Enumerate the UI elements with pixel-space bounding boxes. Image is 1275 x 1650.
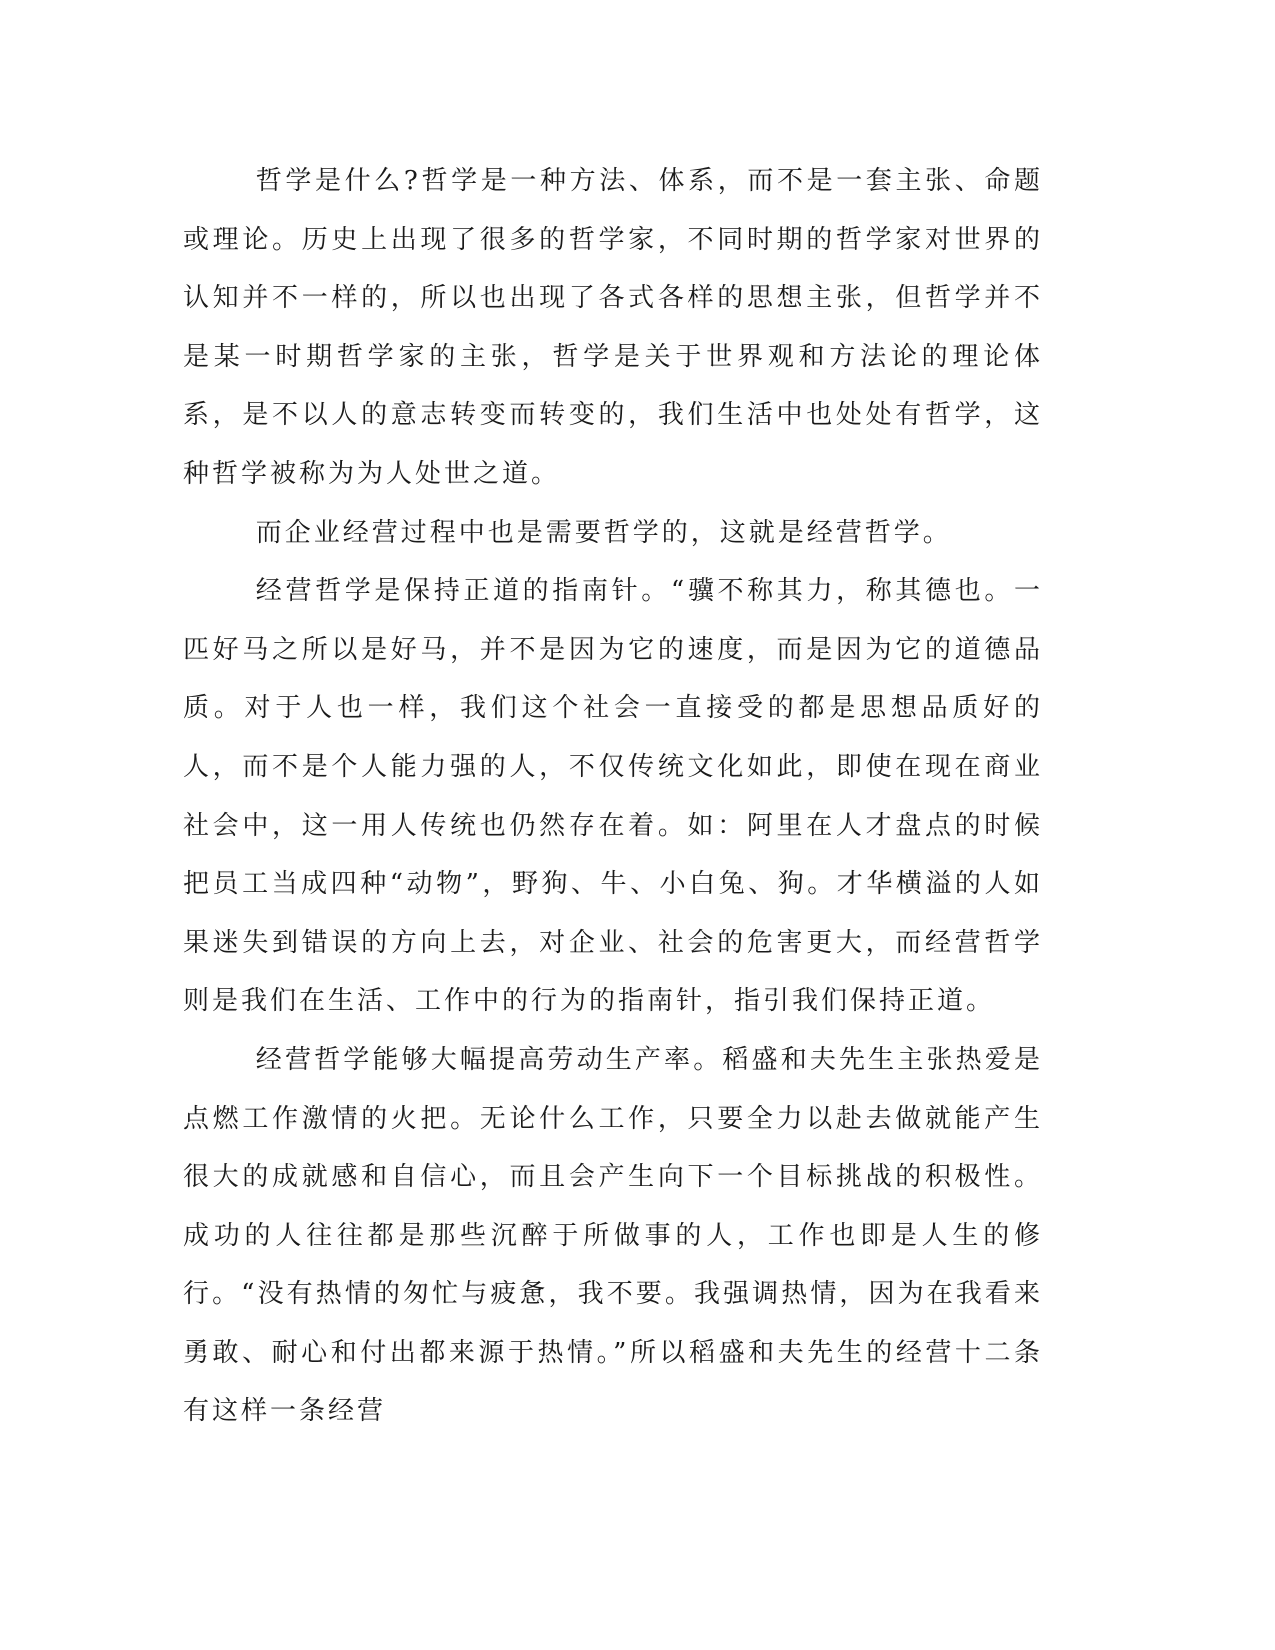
paragraph-compass: 经营哲学是保持正道的指南针。“骥不称其力，称其德也。一匹好马之所以是好马，并不是因为它的速度，而是因为它的道德品质。对于人也一样，我们这个社会一直接受的都是思想品质好的人，而不是个人能力强的人，不仅传统文化如此，即使在现在商业社会中，这一用人传统也仍然存在着。如：阿里在人才盘点的时候把员工当成四种“动物”，野狗、牛、小白兔、狗。才华横溢的人如果迷失到错误的方向上去，对企业、社会的危害更大，而经营哲学则是我们在生活、工作中的行为的指南针，指引我们保持正道。: [183, 576, 1043, 1017]
paragraph-philosophy-definition: 哲学是什么?哲学是一种方法、体系，而不是一套主张、命题或理论。历史上出现了很多的哲学家，不同时期的哲学家对世界的认知并不一样的，所以也出现了各式各样的思想主张，但哲学并不是某一时期哲学家的主张，哲学是关于世界观和方法论的理论体系，是不以人的意志转变而转变的，我们生活中也处处有哲学，这种哲学被称为为人处世之道。: [183, 166, 1043, 489]
document-body: [183, 152, 1043, 1441]
paragraph-business-philosophy: 而企业经营过程中也是需要哲学的，这就是经营哲学。: [255, 517, 952, 548]
paragraph-productivity: 经营哲学能够大幅提高劳动生产率。稻盛和夫先生主张热爱是点燃工作激情的火把。无论什么工作，只要全力以赴去做就能产生很大的成就感和自信心，而且会产生向下一个目标挑战的积极性。成功的人往往都是那些沉醉于所做事的人，工作也即是人生的修行。“没有热情的匆忙与疲惫，我不要。我强调热情，因为在我看来勇敢、耐心和付出都来源于热情。”所以稻盛和夫先生的经营十二条有这样一条经营: [183, 1044, 1043, 1427]
